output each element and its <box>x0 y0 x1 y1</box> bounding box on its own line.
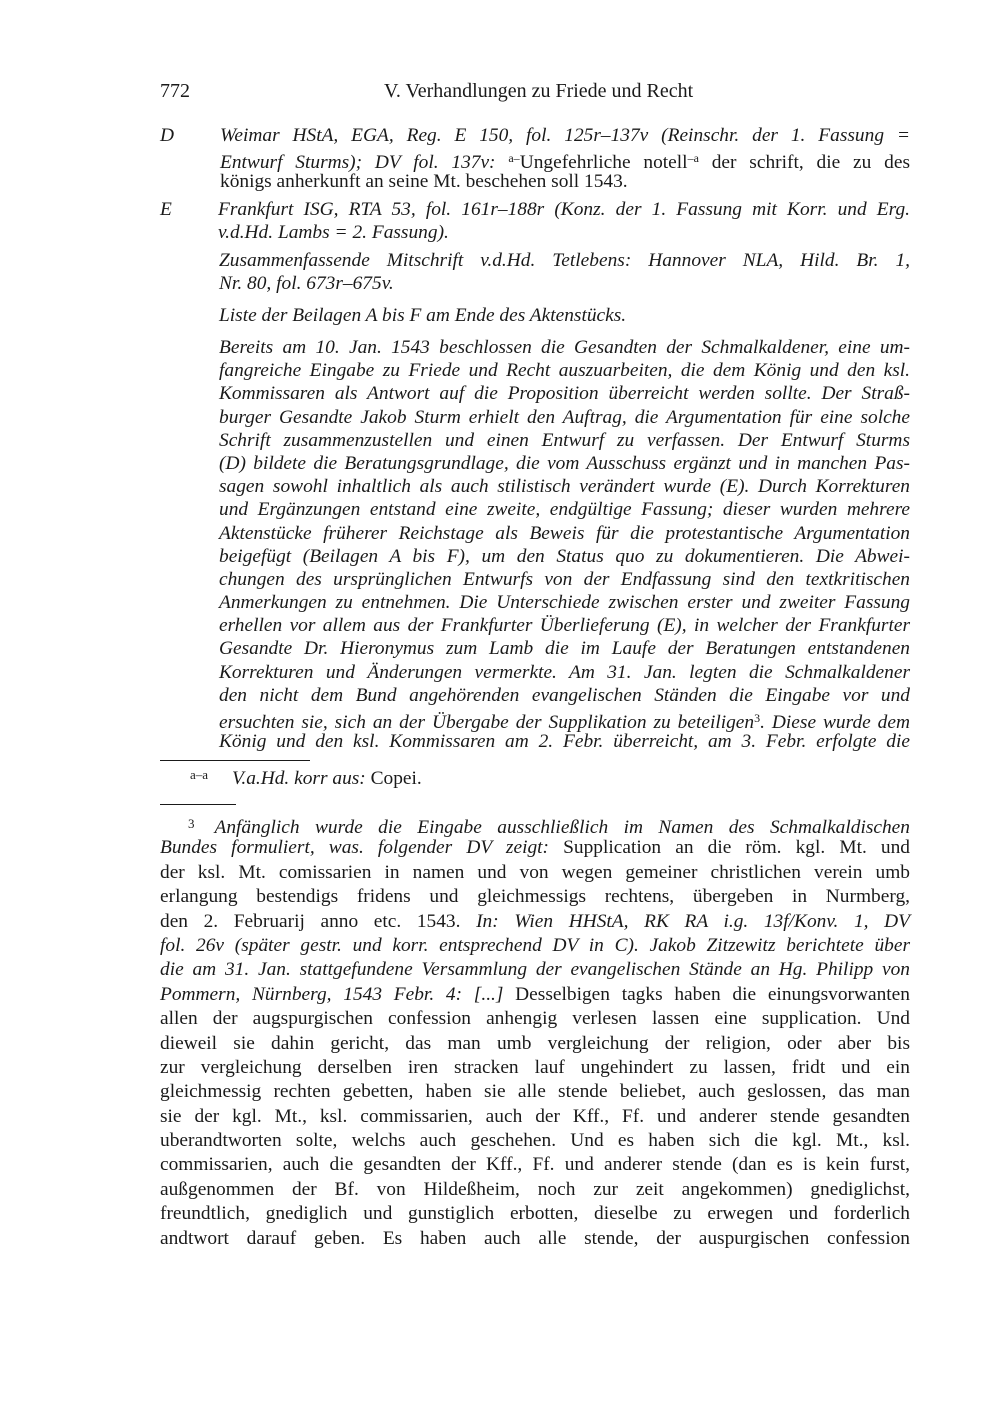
text-line: der ksl. Mt. comissarien in namen und von wegen gemeiner christlichen verein umb <box>160 861 910 883</box>
text-line: Aktenstücke früherer Reichstage als Beweis für die protestantische Argumentation <box>219 522 910 544</box>
text-line: Frankfurt ISG, RTA 53, fol. 161r–188r (Konz. der 1. Fassung mit Korr. und Erg. <box>218 199 910 220</box>
witness-description <box>220 124 910 194</box>
text-line: sie der kgl. Mt., ksl. commissarien, auch der Kff., Ff. und anderer stende gesandten <box>160 1105 910 1127</box>
text-line: fol. 26v (später gestr. und korr. entsprechend DV in C). Jakob Zitzewitz berichtete über <box>160 934 910 956</box>
text-line: burger Gesandte Jakob Sturm erhielt den Auftrag, die Argumentation für eine solche <box>219 406 910 428</box>
witness-siglum: D <box>160 125 175 146</box>
text-line: den nicht dem Bund angehörenden evangelischen Ständen die Eingabe vor und <box>219 684 910 706</box>
text-line: Schrift zusammenzustellen und einen Entwurf zu verfassen. Der Entwurf Sturms <box>219 429 910 451</box>
text-line: fangreiche Eingabe zu Friede und Recht auszuarbeiten, die dem König und den ksl. <box>219 360 910 382</box>
note-mark-close: –a <box>687 151 699 166</box>
text-line: Weimar HStA, EGA, Reg. E 150, fol. 125r–137v (Reinschr. der 1. Fassung = <box>220 125 910 146</box>
text-line <box>160 836 910 860</box>
apparatus-separator <box>160 760 310 761</box>
text-line: und Ergänzungen entstand eine zweite, endgültige Fassung; dieser wurden mehrere <box>219 499 910 521</box>
text-line: erhellen vor allem aus der Frankfurter Überlieferung (E), in welcher der Frankfurter <box>219 615 910 637</box>
page-number: 772 <box>160 80 190 102</box>
text-italic: V.a.Hd. korr aus: <box>232 768 366 789</box>
text-roman: den 2. Februarij anno etc. 1543. <box>160 910 477 932</box>
text-line <box>160 910 910 934</box>
text-italic: Pommern, Nürnberg, 1543 Febr. 4: [...] <box>160 983 504 1005</box>
text-line: Kommissaren als Antwort auf die Proposition überreicht werden sollte. Der Straß- <box>219 383 910 405</box>
text-line: Liste der Beilagen A bis F am Ende des Aktenstücks. <box>219 305 627 326</box>
text-line <box>220 147 910 174</box>
witness-siglum: E <box>160 199 172 220</box>
footnote-reference: 3 <box>754 711 761 725</box>
text-segment: . Diese wurde dem <box>760 712 910 733</box>
text-line: Gesandte Dr. Hieronymus zum Lamb die im Laufe der Beratungen entstandenen <box>219 638 910 660</box>
text-italic: In: Wien HHStA, RK RA i.g. 13f/Konv. 1, DV <box>476 910 910 932</box>
text-roman: Desselbigen tagks haben die einungsvorwanten <box>503 983 910 1005</box>
text-line: commissarien, auch die gesandten der Kff., Ff. und anderer stende (dan es is kein furst, <box>160 1154 910 1176</box>
text-line: dieweil sie dahin gericht, das man umb vergleichung der religion, oder aber bis <box>160 1032 910 1054</box>
text-line <box>160 983 910 1007</box>
text-line: allen der augspurgischen confession anhengig verlesen lassen eine supplication. Und <box>160 1008 910 1030</box>
footnote-mark: 3 <box>188 816 195 831</box>
text-roman: Ungefehrliche notell <box>519 152 688 174</box>
text-line: uberandtworten solte, welchs auch geschehen. Und es haben sich die kgl. Mt., ksl. <box>160 1130 910 1152</box>
paragraph-transcript <box>219 249 910 295</box>
text-line: Nr. 80, fol. 673r–675v. <box>219 273 394 295</box>
text-line: Anmerkungen zu entnehmen. Die Unterschiede zwischen erster und zweiter Fassung <box>219 592 910 614</box>
text-italic: Entwurf Sturms); DV fol. 137v: <box>220 152 496 174</box>
text-line: v.d.Hd. Lambs = 2. Fassung). <box>218 222 449 244</box>
witness-entry-e <box>160 198 910 244</box>
text-roman: der schrift, die zu des <box>698 152 910 174</box>
text-line: Korrekturen und Änderungen vermerkte. Am 31. Jan. legten die Schmalkaldener <box>219 661 910 683</box>
text-italic: Bundes formuliert, was. folgender DV zeigt: <box>160 837 549 859</box>
text-line: Zusammenfassende Mitschrift v.d.Hd. Tetlebens: Hannover NLA, Hild. Br. 1, <box>219 250 910 271</box>
text-line: erlangung bestendigs fridens und gleichmessigs rechtens, übergeben in Nurmberg, <box>160 886 910 908</box>
text-roman: Copei. <box>365 768 422 789</box>
text-line: außgenommen der Bf. von Hildeßheim, noch zur zeit angekommen) gnediglichst, <box>160 1178 910 1200</box>
text-line: (D) bildete die Beratungsgrundlage, die vom Ausschuss ergänzt und in manchen Pas- <box>219 452 910 474</box>
text-line: gleichmessig rechten gebetten, haben sie alle stende beliebet, auch geslossen, das man <box>160 1081 910 1103</box>
text-line: Bereits am 10. Jan. 1543 beschlossen die Gesandten der Schmalkaldener, eine um- <box>219 337 910 358</box>
text-line: zur vergleichung derselben iren stracken lauf ungehindert zu lassen, fridt und ein <box>160 1056 910 1078</box>
witness-entry-d <box>160 124 910 194</box>
text-line: sagen sowohl inhaltlich als auch stilistisch verändert wurde (E). Durch Korrekturen <box>219 476 910 498</box>
text-line: andtwort darauf geben. Es haben auch alle stende, der auspurgischen confession <box>160 1227 910 1249</box>
note-mark: a–a <box>190 767 209 782</box>
text-segment: Anfänglich wurde die Eingabe ausschließlich im Namen des Schmalkaldischen <box>214 817 910 838</box>
text-line: chungen des ursprünglichen Entwurfs von der Endfassung sind den textkritischen <box>219 568 910 590</box>
running-title: V. Verhandlungen zu Friede und Recht <box>384 80 694 102</box>
witness-description <box>218 198 910 244</box>
text-line <box>219 707 910 733</box>
running-head <box>160 80 910 108</box>
paragraph-attachments <box>219 304 910 327</box>
footnote-3 <box>160 812 910 1251</box>
text-line: freundtlich, gnediglich und gunstiglich erbotten, dieselbe zu erwegen und forderlich <box>160 1203 910 1225</box>
note-text <box>232 767 422 791</box>
paragraph-introduction <box>219 336 910 753</box>
text-line: die am 31. Jan. stattgefundene Versammlung der evangelischen Stände an Hg. Philipp von <box>160 959 910 981</box>
text-segment: ersuchten sie, sich an der Übergabe der Supplikation zu beteiligen <box>219 712 755 733</box>
text-line <box>160 812 910 836</box>
text-line: König und den ksl. Kommissaren am 2. Febr. überreicht, am 3. Febr. erfolgte die <box>219 731 910 753</box>
text-line: beigefügt (Beilagen A bis F), um den Status quo zu dokumentieren. Die Abwei- <box>219 545 910 567</box>
text-roman: Supplication an die röm. kgl. Mt. und <box>549 837 910 859</box>
text-line: königs anherkunft an seine Mt. beschehen soll 1543. <box>220 171 628 193</box>
footnote-separator <box>160 804 236 805</box>
note-mark-open: a– <box>508 151 520 166</box>
